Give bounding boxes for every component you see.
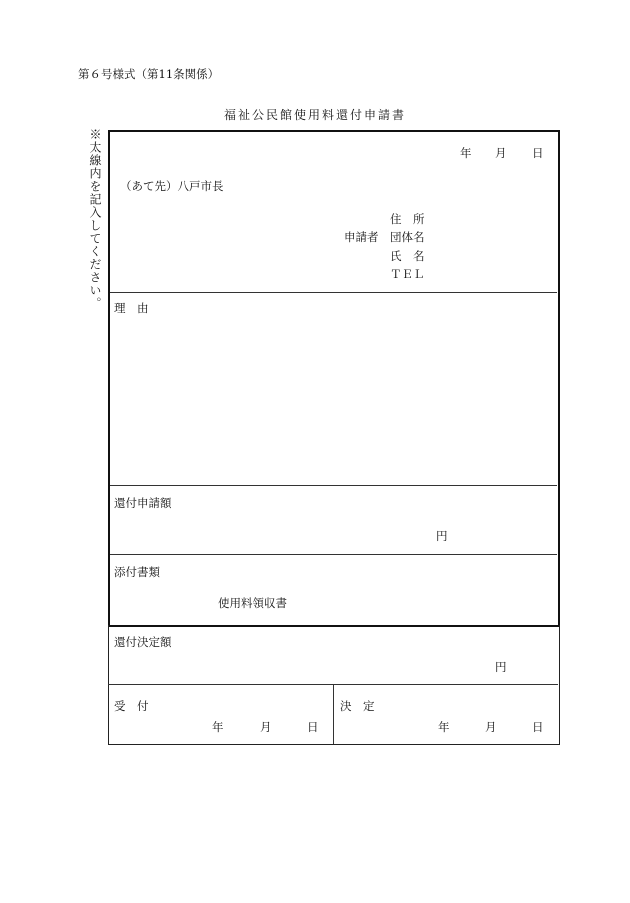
side-instruction-note: ※太線内を記入してください。 (88, 128, 102, 310)
decision-label: 決 定 (340, 699, 375, 713)
decision-year-label: 年 (438, 720, 450, 734)
receipt-year-label: 年 (212, 720, 224, 734)
date-year-label: 年 (460, 146, 472, 160)
refund-request-label: 還付申請額 (114, 496, 172, 510)
divider-header (110, 292, 557, 293)
receipt-label: 受 付 (114, 699, 149, 713)
document-title: 福祉公民館使用料還付申請書 (223, 108, 406, 122)
decision-day-label: 日 (532, 720, 544, 734)
divider-receipt-decision (333, 684, 334, 744)
decision-month-label: 月 (485, 720, 497, 734)
refund-decision-label: 還付決定額 (114, 635, 172, 649)
name-label: 氏 名 (390, 249, 425, 263)
receipt-month-label: 月 (260, 720, 272, 734)
tel-label: ＴＥＬ (390, 267, 425, 281)
receipt-day-label: 日 (307, 720, 319, 734)
applicant-section-frame (108, 130, 560, 627)
attachment-item: 使用料領収書 (218, 596, 287, 610)
divider-refund-request (110, 554, 557, 555)
reason-label: 理 由 (114, 301, 149, 315)
attachments-label: 添付書類 (114, 565, 160, 579)
address-label: 住 所 (390, 212, 425, 226)
group-name-label: 団体名 (390, 230, 425, 244)
date-day-label: 日 (532, 146, 544, 160)
applicant-heading: 申請者 (344, 230, 379, 244)
refund-request-unit: 円 (436, 529, 448, 543)
refund-decision-unit: 円 (495, 660, 507, 674)
date-month-label: 月 (495, 146, 507, 160)
form-number-label: 第６号様式（第11条関係） (78, 67, 220, 81)
divider-reason (110, 485, 557, 486)
addressee: （あて先）八戸市長 (120, 179, 224, 193)
